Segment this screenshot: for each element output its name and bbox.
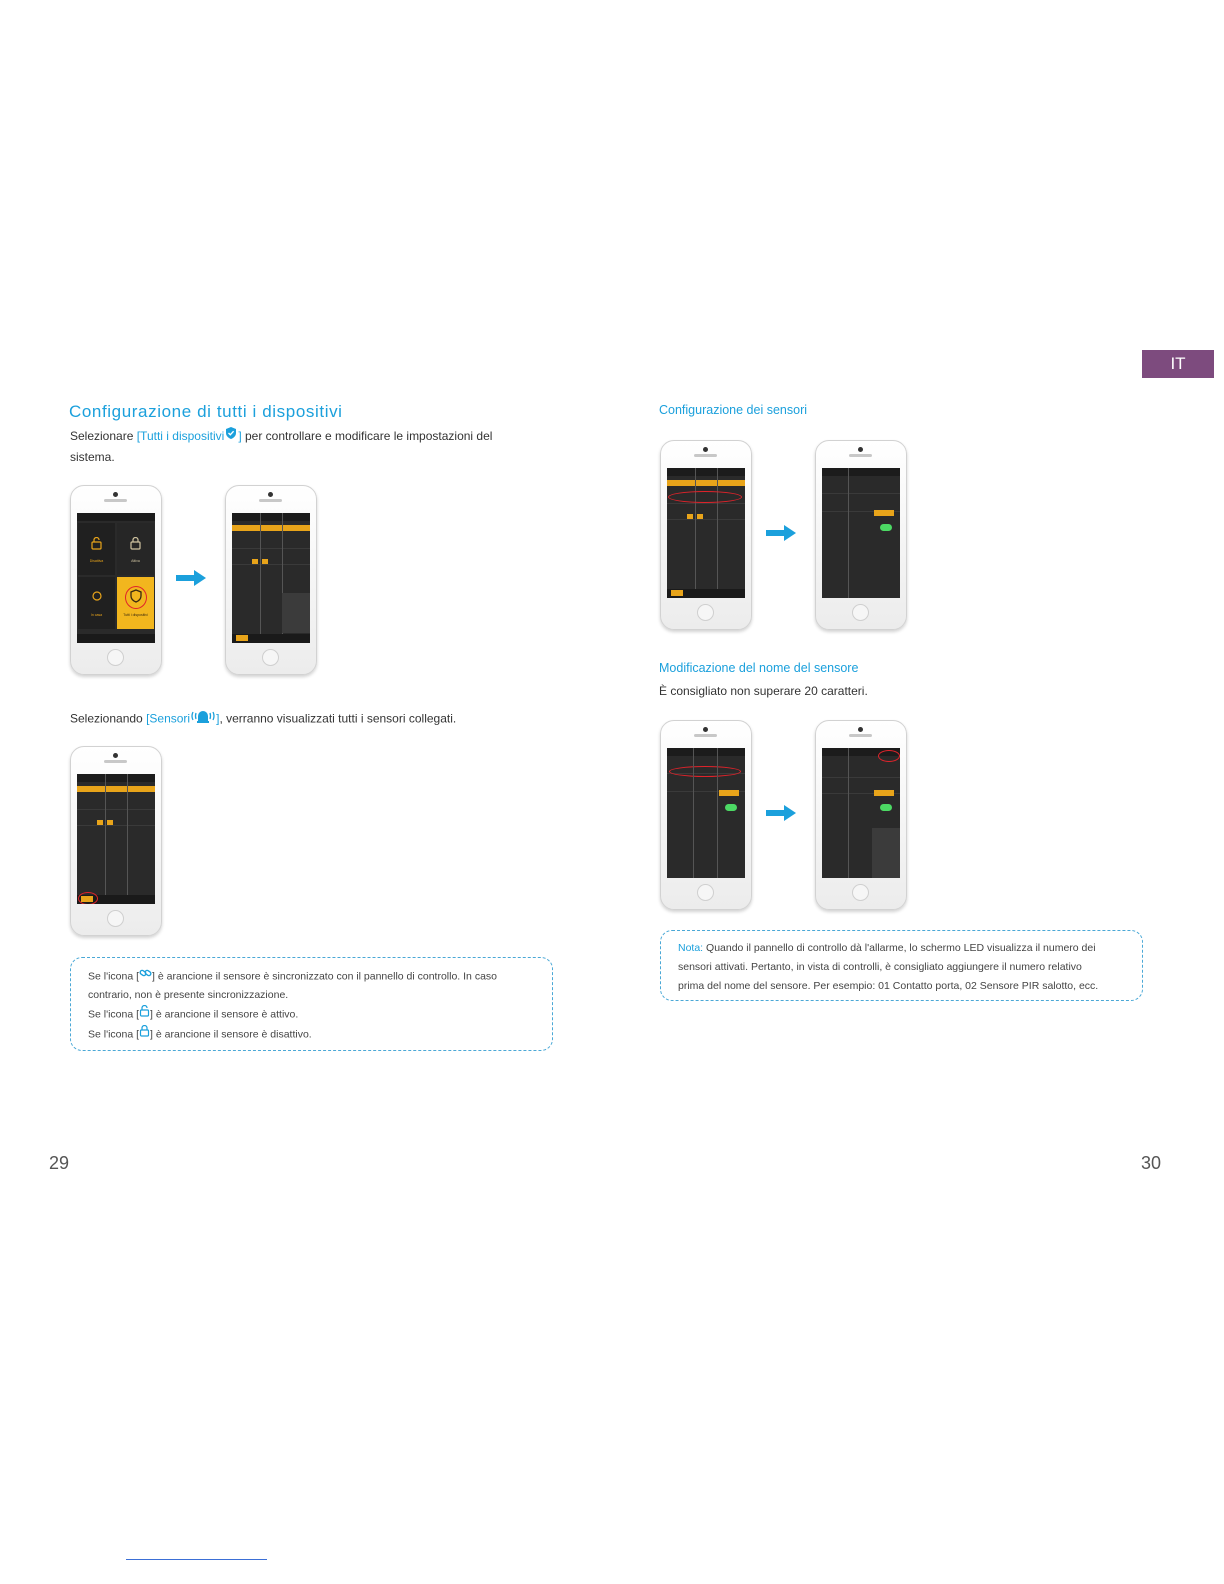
phone-speaker [694,454,717,457]
phone-camera [858,447,863,452]
divider-line [105,774,106,904]
phone-screen [77,774,155,904]
phone-screen [232,513,310,643]
sensors-tab-chip [236,635,248,641]
phone-sensor-list [660,440,752,630]
header-strip [77,786,155,792]
phone-home-button [262,649,279,666]
tile-home-label: In casa [90,613,103,617]
list-item [667,504,745,520]
note-line-1 [88,967,538,986]
note-text: Se l'icona [ [88,970,140,983]
phone-camera [703,447,708,452]
tile-disarm-label: Disattiva [89,559,104,563]
divider-line [695,468,696,598]
highlight-ring [669,766,741,777]
toggle-switch [725,804,737,811]
page-number-left: 29 [49,1153,70,1173]
phone-home-button [107,910,124,927]
divider-line [717,748,718,878]
option-chip [874,510,894,516]
tile-arm [117,523,154,575]
phone-home-button [697,884,714,901]
status-bar [77,513,155,521]
intro-link-close: ] [238,429,242,443]
phone-camera [113,753,118,758]
list-item [822,478,900,494]
highlight-ring [878,750,900,762]
intro-text-line2: sistema. [70,450,115,465]
note-text: Se l'icona [ [88,1008,140,1021]
sensors-tab-chip [671,590,683,596]
note-line-2 [88,1005,538,1024]
highlight-ring [125,586,147,609]
lock-chip [697,514,703,519]
toggle-switch [880,524,892,531]
highlight-ring [668,491,742,503]
section-heading-rename-sensor: Modificazione del nome del sensore [659,661,859,675]
note-text: ] è arancione il sensore è sincronizzato con il pannello di controllo. In caso [152,970,497,983]
icon-legend-note [70,957,553,1051]
option-chip [719,790,739,796]
phone-screen [822,748,900,878]
list-item [822,762,900,778]
highlight-ring [78,892,98,904]
sensor-naming-note [660,930,1143,1001]
tile-arm-label: Attiva [131,559,140,563]
divider-line [693,748,694,878]
phone-speaker [259,499,282,502]
status-bar [667,468,745,476]
note-line-3 [88,1025,538,1044]
sensors-link: [Sensori [146,711,191,726]
list-item [232,533,310,549]
phone-speaker [849,454,872,457]
sync-chip [252,559,258,564]
phone-device-list [225,485,317,675]
arrow-right-icon [766,525,796,541]
note-text: Quando il pannello di controllo dà l'allarme, lo schermo LED visualizza il numero dei [703,942,1096,954]
panel-block [872,828,900,878]
lock-open-icon [139,1005,150,1024]
phone-home-button [697,604,714,621]
phone-speaker [694,734,717,737]
phone-sensor-detail [815,440,907,630]
lock-closed-icon [139,1025,150,1044]
divider-line [848,748,849,878]
tile-all-devices [117,577,154,629]
list-item [77,810,155,826]
note-line-1 [678,939,1132,958]
note-line-1-cont: contrario, non è presente sincronizzazione. [88,989,289,1002]
phone-speaker [104,499,127,502]
rename-paragraph: È consigliato non superare 20 caratteri. [659,684,868,698]
status-bar [77,774,155,782]
phone-sensor-name-save [815,720,907,910]
phone-sensors-tab [70,746,162,936]
lock-closed-icon [130,537,141,550]
option-chip [874,790,894,796]
phone-home-button [852,604,869,621]
phone-home-screen [70,485,162,675]
header-strip [667,480,745,486]
note-text: Se l'icona [ [88,1027,140,1040]
intro-link-all-devices: [Tutti i dispositivi [136,429,225,443]
intro-text-after: per controllare e modificare le impostazioni del [241,429,493,443]
phone-screen [667,468,745,598]
phone-home-button [852,884,869,901]
intro-paragraph [70,426,540,468]
phone-speaker [104,760,127,763]
phone-home-button [107,649,124,666]
sensors-text-before: Selezionando [70,711,147,726]
language-tab [1142,350,1214,378]
header-strip [232,525,310,531]
footer-divider [126,1559,267,1560]
phone-speaker [849,734,872,737]
section-heading-sensor-config: Configurazione dei sensori [659,403,808,417]
phone-screen [667,748,745,878]
siren-icon [190,708,216,731]
note-text: ] è arancione il sensore è attivo. [150,1008,299,1021]
home-icon [92,591,102,601]
language-tab-label: IT [1170,354,1186,373]
note-line-2: sensori attivati. Pertanto, in vista di controlli, è consigliato aggiungere il numero relativo [678,961,1082,973]
section-heading-all-devices: Configurazione di tutti i dispositivi [69,402,343,421]
sensors-paragraph [70,708,540,731]
status-bar [822,468,900,476]
lock-chip [107,820,113,825]
status-bar [232,513,310,521]
list-item [77,794,155,810]
shield-icon [224,426,238,447]
status-bar [667,748,745,756]
phone-camera [113,492,118,497]
sensors-text-after: , verranno visualizzati tutti i sensori collegati. [219,711,457,726]
divider-line [848,468,849,598]
phone-sensor-name-edit [660,720,752,910]
note-text: ] è arancione il sensore è disattivo. [150,1027,312,1040]
phone-camera [858,727,863,732]
divider-line [127,774,128,904]
tile-all-devices-label: Tutti i dispositivi [123,613,148,617]
note-label: Nota: [678,942,704,954]
divider-line [260,513,261,643]
arrow-right-icon [176,570,206,586]
tile-home [78,577,115,629]
lock-chip [262,559,268,564]
sync-chip [97,820,103,825]
panel-block [282,593,310,633]
lock-open-icon [91,537,102,550]
tile-disarm [78,523,115,575]
note-line-3: prima del nome del sensore. Per esempio: 01 Contatto porta, 02 Sensore PIR salotto, ecc. [678,980,1099,992]
list-item [232,549,310,565]
phone-screen [77,513,155,643]
phone-camera [703,727,708,732]
intro-text-before: Selezionare [70,429,137,443]
toggle-switch [880,804,892,811]
sensors-link-close: ] [216,711,220,726]
phone-camera [268,492,273,497]
link-icon [139,967,152,986]
bottom-bar [77,634,155,643]
page-number-right: 30 [1141,1153,1162,1173]
divider-line [717,468,718,598]
sync-chip [687,514,693,519]
arrow-right-icon [766,805,796,821]
phone-screen [822,468,900,598]
